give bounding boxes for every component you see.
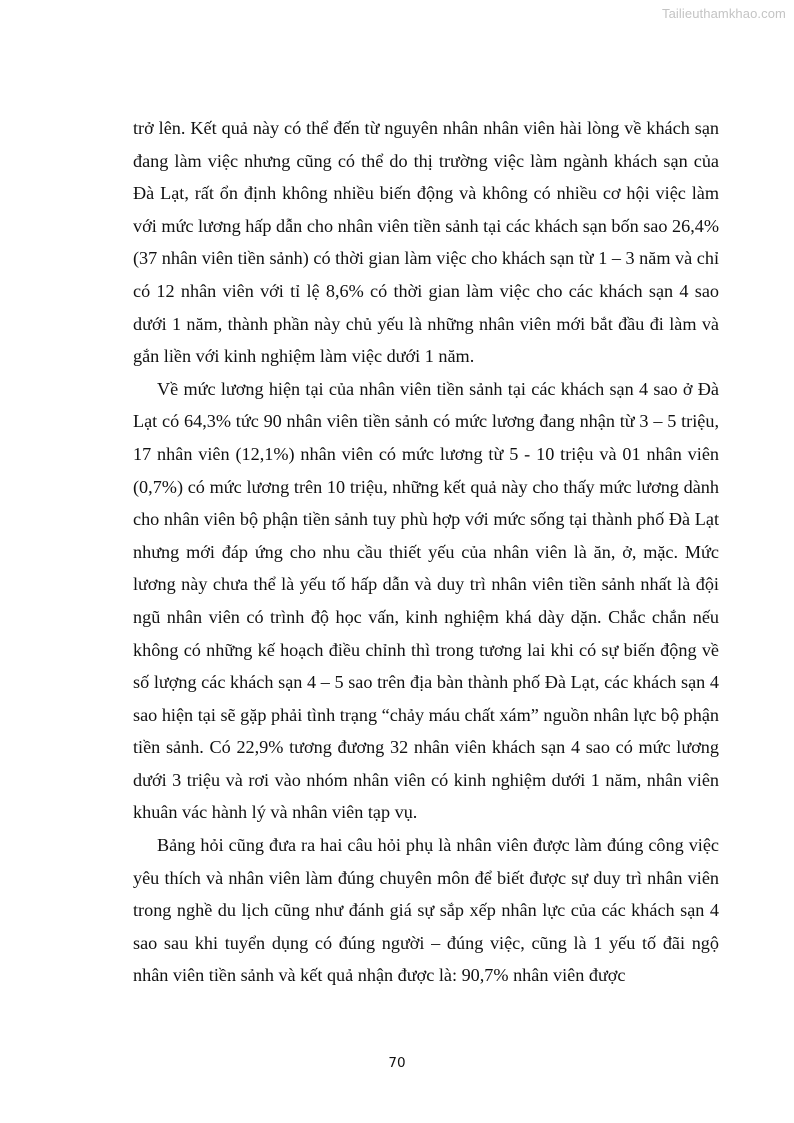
document-body — [133, 112, 719, 992]
paragraph-3: Bảng hỏi cũng đưa ra hai câu hỏi phụ là nhân viên được làm đúng công việc yêu thích và nhân viên làm đúng chuyên môn để biết được sự duy trì nhân viên trong nghề du lịch cũng như đánh giá sự sắp xếp nhân lực của các khách sạn 4 sao sau khi tuyển dụng có đúng người – đúng việc, cũng là 1 yếu tố đãi ngộ nhân viên tiền sảnh và kết quả nhận được là: 90,7% nhân viên được — [133, 835, 719, 986]
page-number: 70 — [388, 1055, 406, 1071]
paragraph-2: Về mức lương hiện tại của nhân viên tiền sảnh tại các khách sạn 4 sao ở Đà Lạt có 64,3% tức 90 nhân viên tiền sảnh có mức lương đang nhận từ 3 – 5 triệu, 17 nhân viên (12,1%) nhân viên có mức lương từ 5 - 10 triệu và 01 nhân viên (0,7%) có mức lương trên 10 triệu, những kết quả này cho thấy mức lương dành cho nhân viên bộ phận tiền sảnh tuy phù hợp với mức sống tại thành phố Đà Lạt nhưng mới đáp ứng cho nhu cầu thiết yếu của nhân viên là ăn, ở, mặc. Mức lương này chưa thể là yếu tố hấp dẫn và duy trì nhân viên tiền sảnh nhất là đội ngũ nhân viên có trình độ học vấn, kinh nghiệm khá dày dặn. Chắc chắn nếu không có những kế hoạch điều chỉnh thì trong tương lai khi có sự biến động về số lượng các khách sạn 4 – 5 sao trên địa bàn thành phố Đà Lạt, các khách sạn 4 sao hiện tại sẽ gặp phải tình trạng “chảy máu chất xám” nguồn nhân lực bộ phận tiền sảnh. Có 22,9% tương đương 32 nhân viên khách sạn 4 sao có mức lương dưới 3 triệu và rơi vào nhóm nhân viên có kinh nghiệm dưới 1 năm, nhân viên khuân vác hành lý và nhân viên tạp vụ. — [133, 378, 719, 823]
watermark: Tailieuthamkhao.com — [661, 6, 786, 21]
paragraph-1: trở lên. Kết quả này có thể đến từ nguyên nhân nhân viên hài lòng về khách sạn đang làm việc nhưng cũng có thể do thị trường việc làm ngành khách sạn của Đà Lạt, rất ổn định không nhiều biến động và không có nhiều cơ hội việc làm với mức lương hấp dẫn cho nhân viên tiền sảnh tại các khách sạn bốn sao 26,4% (37 nhân viên tiền sảnh) có thời gian làm việc cho khách sạn từ 1 – 3 năm và chỉ có 12 nhân viên với tỉ lệ 8,6% có thời gian làm việc cho các khách sạn 4 sao dưới 1 năm, thành phần này chủ yếu là những nhân viên mới bắt đầu đi làm và gắn liền với kinh nghiệm làm việc dưới 1 năm. — [133, 118, 719, 367]
